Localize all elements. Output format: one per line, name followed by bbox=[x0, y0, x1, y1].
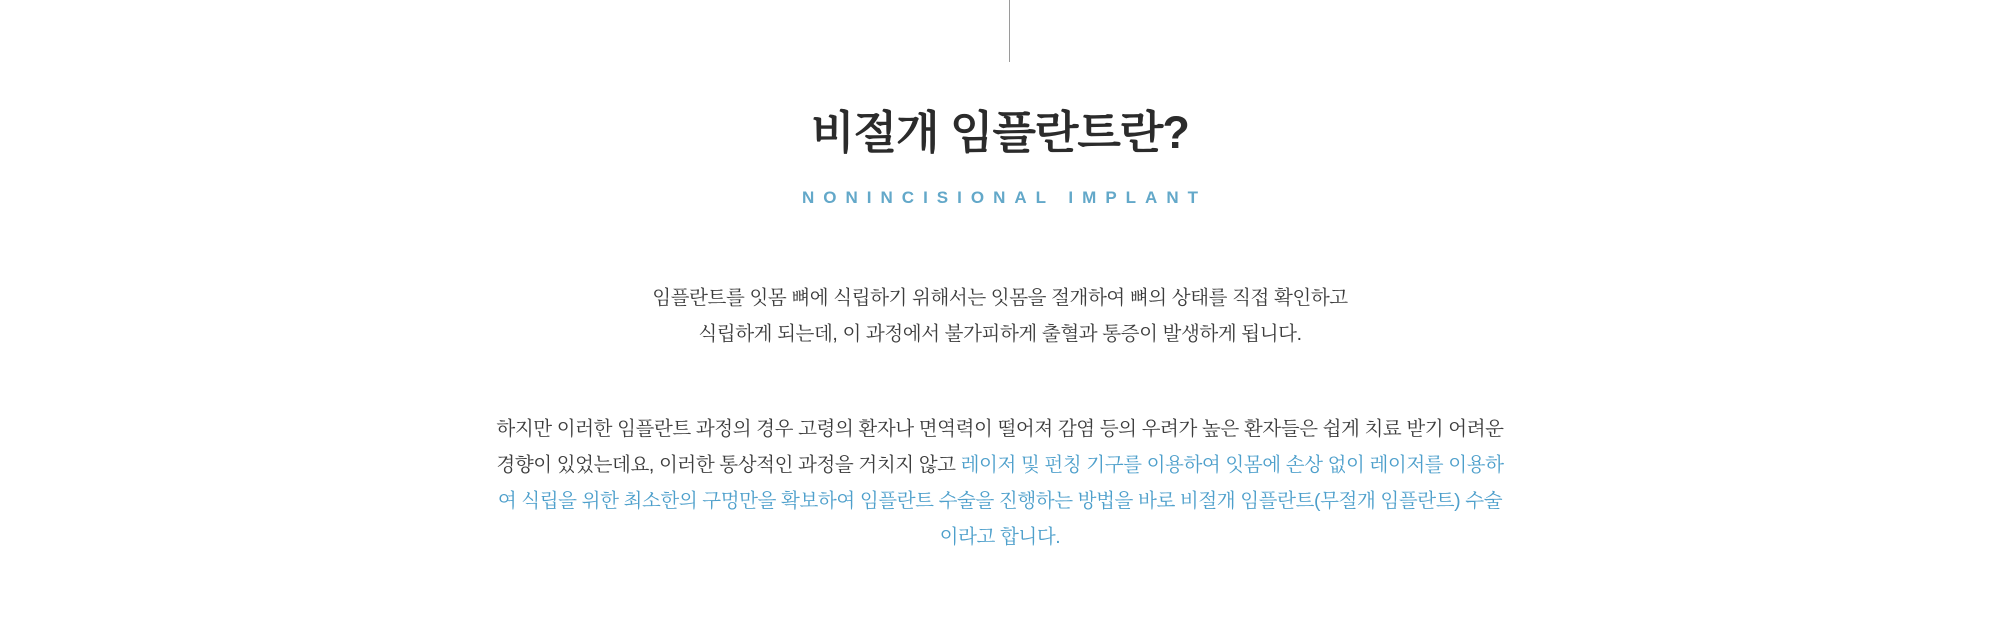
paragraph-two bbox=[490, 371, 1510, 555]
body-text-block bbox=[490, 228, 1510, 556]
paragraph-one-line-one: 임플란트를 잇몸 뼈에 식립하기 위해서는 잇몸을 절개하여 뼈의 상태를 직접 확인하고 bbox=[652, 286, 1348, 309]
paragraph-one-line-two: 식립하게 되는데, 이 과정에서 불가피하게 출혈과 통증이 발생하게 됩니다. bbox=[698, 322, 1302, 345]
paragraph-two-plain: 하지만 이러한 임플란트 과정의 경우 고령의 환자나 면역력이 떨어져 감염 등의 우려가 높은 환자들은 쉽게 치료 받기 어려운 경향이 있었는데요, 이러한 통상적인 과정을 거치지 않고 bbox=[496, 418, 1504, 477]
paragraph-two-highlight: 레이저 및 펀칭 기구를 이용하여 잇몸에 손상 없이 레이저를 이용하여 식립을 위한 최소한의 구멍만을 확보하여 임플란트 수술을 진행하는 방법을 바로 비절개 임플란트(무절개 임플란트) 수술이라고 합니다. bbox=[497, 454, 1504, 549]
paragraph-one bbox=[490, 228, 1510, 352]
page-subtitle: NONINCISIONAL IMPLANT bbox=[802, 188, 1207, 207]
page-title: 비절개 임플란트란? bbox=[811, 107, 1189, 158]
